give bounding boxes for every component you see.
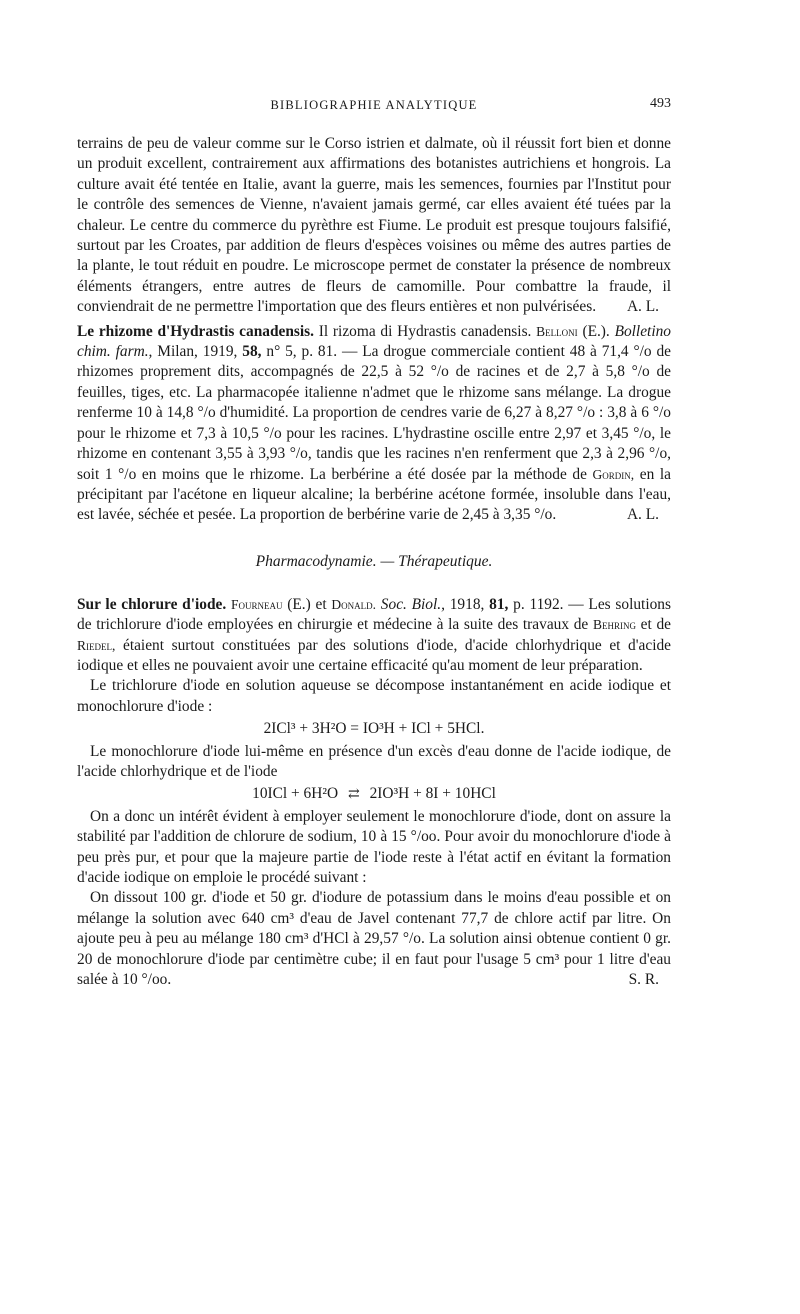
article-hydrastis <box>77 322 671 526</box>
continued-paragraph <box>77 134 671 318</box>
journal-name: Bolletino chim. farm., <box>77 322 671 361</box>
author-name: Donald. <box>331 596 377 612</box>
chemical-equation: 2ICl³ + 3H²O = IO³H + ICl + 5HCl. <box>263 720 485 738</box>
page-number: 493 <box>650 96 671 111</box>
chemical-equation-reversible <box>77 784 671 804</box>
publication-year: 1918, <box>449 595 485 613</box>
article-body: Les solutions de trichlorure d'iode employées en chirurgie et médecine à la suite des travaux de <box>77 595 671 634</box>
article-body: La drogue commerciale contient 48 à 71,4 °/o de rhizomes proprement dits, accompagnés de 22,5 à 52 °/o de racines et de 2,7 à 5,8 °/o de feuilles, tiges, etc. La pharmacopée italienne n'admet que le rhizome sans mélange. La drogue renferme 10 à 14,8 °/o d'humidité. La proportion de cendres varie de 6,27 à 8,27 °/o : 3,8 à 6 °/o pour le rhizome et 7,3 à 10,5 °/o pour les racines. L'hydrastine oscille entre 2,97 et 3,45 °/o, le rhizome en contenant 3,55 à 3,93 °/o, tandis que les racines n'en renferment que 2,3 à 2,96 °/o, soit 1 °/o en moins que le rhizome. La berbérine a été dosée par la méthode de <box>77 343 671 483</box>
publication-place-year: Milan, 1919, <box>157 343 238 361</box>
paragraph: Le monochlorure d'iode lui-même en présence d'un excès d'eau donne de l'acide iodique, de l'acide chlorhydrique et de l'iode <box>77 742 671 780</box>
section-heading: Pharmacodynamie. — Thérapeutique. <box>255 552 493 570</box>
paragraph-final <box>77 888 671 990</box>
page <box>77 94 671 990</box>
author-name: Gordin, <box>592 466 635 482</box>
volume-number: 81, <box>489 595 509 613</box>
volume-number: 58, <box>242 343 262 361</box>
article-body-cont: étaient surtout constituées par des solutions d'iode, d'acide chlorhydrique et d'acide iodique et elles ne pouvaient avoir une certaine efficacité qu'au moment de leur préparation. <box>77 636 671 674</box>
signature: S. R. <box>628 971 659 989</box>
issue-page: n° 5, p. 81. — <box>266 343 358 361</box>
signature: A. L. <box>626 298 659 316</box>
running-title: BIBLIOGRAPHIE ANALYTIQUE <box>270 98 478 112</box>
journal-name: Soc. Biol., <box>380 595 445 613</box>
author-initial: (E.). <box>582 322 610 340</box>
paragraph-text: On dissout 100 gr. d'iode et 50 gr. d'iodure de potassium dans le moins d'eau possible et on mélange la solution avec 640 cm³ d'eau de Javel contenant 77,7 de chlore actif par litre. On ajoute peu à peu au mélange 180 cm³ d'HCl à 29,57 °/o. La solution ainsi obtenue contient 0 gr. 20 de monochlorure d'iode par centimètre cube; il en faut pour l'usage 5 cm³ pour 1 litre d'eau salée à 10 °/oo. <box>77 889 671 989</box>
cited-name: Behring <box>592 617 636 633</box>
author-name: Fourneau <box>231 596 283 612</box>
article-body-cont: et de <box>640 616 671 634</box>
paragraph: Le trichlorure d'iode en solution aqueuse se décompose instantanément en acide iodique et monochlorure d'iode : <box>77 677 671 715</box>
cited-name: Riedel, <box>77 637 116 653</box>
reversible-arrows-icon: ⇄ <box>347 786 360 802</box>
equation-left: 10ICl + 6H²O <box>252 785 339 803</box>
article-title: Le rhizome d'Hydrastis canadensis. <box>77 322 315 340</box>
article-original-title: Il rizoma di Hydrastis canadensis. <box>318 322 532 340</box>
page-header <box>77 94 671 116</box>
signature: A. L. <box>626 506 659 524</box>
author-name: Belloni <box>536 323 578 339</box>
page-reference: p. 1192. — <box>513 595 584 613</box>
author-initial: (E.) et <box>287 595 327 613</box>
equation-right: 2IO³H + 8I + 10HCl <box>369 785 496 803</box>
article-body-cont: en la précipitant par l'acétone en liqueur alcaline; la berbérine acétone formée, insoluble dans l'eau, est lavée, séchée et pesée. La proportion de berbérine varie de 2,45 à 3,35 °/o. <box>77 465 671 524</box>
article-title: Sur le chlorure d'iode. <box>77 595 227 613</box>
paragraph: On a donc un intérêt évident à employer seulement le monochlorure d'iode, dont on assure la stabilité par l'addition de chlorure de sodium, 10 à 15 °/oo. Pour avoir du monochlorure d'iode à peu près pur, et pour que la majeure partie de l'iode reste à l'état actif en évitant la formation d'acide iodique on emploie le procédé suivant : <box>77 807 671 886</box>
paragraph-text: terrains de peu de valeur comme sur le Corso istrien et dalmate, où il réussit fort bien et donne un produit excellent, contrairement aux affirmations des botanistes autrichiens et hongrois. La culture avait été tentée en Italie, avant la guerre, mais les semences, fournies par l'Institut pour le contrôle des semences de Vienne, n'avaient jamais germé, car elles avaient été tuées par la chaleur. Le centre du commerce du pyrèthre est Fiume. Le produit est presque toujours falsifié, surtout par les Croates, par addition de fleurs d'espèces voisines ou même des autres parties de la plante, le tout réduit en poudre. Le microscope permet de constater la présence de nombreux éléments étrangers, entre autres de fleurs de camomille. Pour combattre la fraude, il conviendrait de ne permettre l'importation que des fleurs entières et non pulvérisées. <box>77 135 671 316</box>
article-chlorure-iode <box>77 595 671 677</box>
